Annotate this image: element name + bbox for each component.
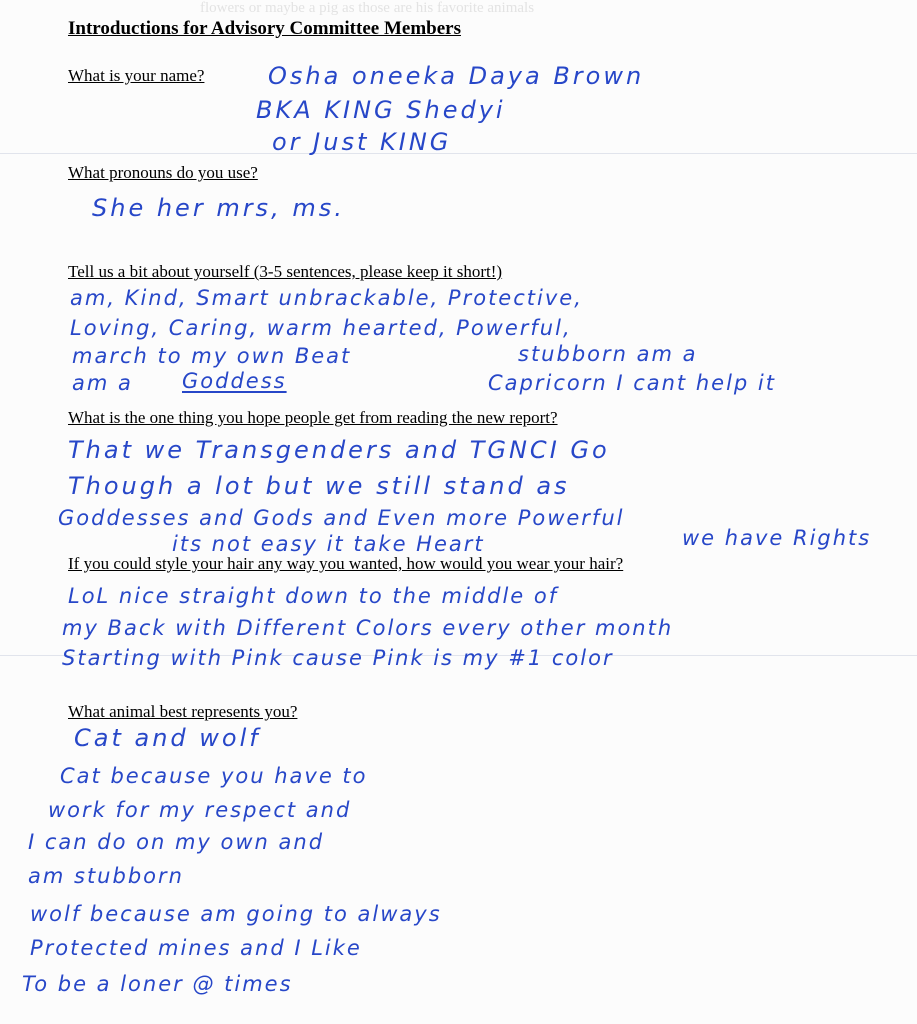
answer-name-line-2: BKA KING Shedyi [256, 96, 506, 124]
answer-about-goddess: Goddess [182, 369, 287, 393]
question-name: What is your name? [68, 66, 205, 85]
answer-hair-line-1: LoL nice straight down to the middle of [68, 584, 559, 608]
question-animal: What animal best represents you? [68, 702, 298, 721]
answer-about-line-4: stubborn am a [518, 342, 698, 366]
answer-pronouns: She her mrs, ms. [92, 194, 345, 222]
answer-hair-line-2: my Back with Different Colors every other month [62, 616, 674, 640]
answer-about-line-6: Capricorn I cant help it [488, 371, 776, 395]
answer-animal-line-8: To be a loner @ times [22, 972, 293, 996]
answer-animal-line-1: Cat and wolf [74, 724, 261, 752]
answer-report-line-4: its not easy it take Heart [172, 532, 485, 556]
question-pronouns: What pronouns do you use? [68, 163, 258, 182]
answer-animal-line-6: wolf because am going to always [30, 902, 442, 926]
question-report: What is the one thing you hope people get from reading the new report? [68, 408, 558, 427]
answer-hair-line-3: Starting with Pink cause Pink is my #1 color [62, 646, 614, 670]
answer-animal-line-3: work for my respect and [48, 798, 352, 822]
answer-animal-line-4: I can do on my own and [28, 830, 325, 854]
answer-report-line-3: Goddesses and Gods and Even more Powerful [58, 506, 625, 530]
answer-name-line-1: Osha oneeka Daya Brown [268, 62, 645, 90]
answer-about-line-2: Loving, Caring, warm hearted, Powerful, [70, 316, 572, 340]
answer-about-line-1: am, Kind, Smart unbrackable, Protective, [70, 286, 583, 310]
answer-report-line-2: Though a lot but we still stand as [68, 472, 570, 500]
answer-about-line-3: march to my own Beat [72, 344, 352, 368]
answer-animal-line-5: am stubborn [28, 864, 184, 888]
page-title: Introductions for Advisory Committee Members [68, 18, 461, 39]
answer-about-line-5: am a [72, 371, 133, 395]
question-about: Tell us a bit about yourself (3-5 sentences, please keep it short!) [68, 262, 503, 281]
bleed-through-text: flowers or maybe a pig as those are his favorite animals [200, 0, 535, 16]
answer-report-line-5: we have Rights [682, 526, 872, 550]
answer-name-line-3: or Just KING [272, 128, 452, 156]
question-hair: If you could style your hair any way you wanted, how would you wear your hair? [68, 554, 624, 573]
answer-animal-line-2: Cat because you have to [60, 764, 368, 788]
answer-report-line-1: That we Transgenders and TGNCI Go [68, 436, 610, 464]
answer-animal-line-7: Protected mines and I Like [30, 936, 362, 960]
fold-line [0, 153, 917, 154]
